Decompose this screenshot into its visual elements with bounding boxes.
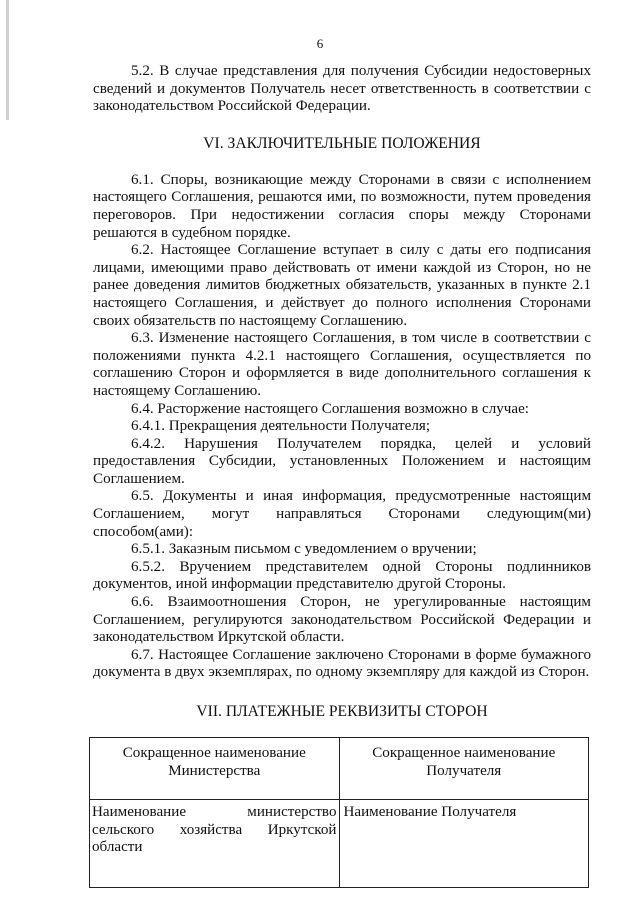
paragraph-5-2: 5.2. В случае представления для получения Субсидии недостоверных сведений и документов Получатель несет ответственность в соответствии с законодательством Российской Федерации.	[93, 63, 591, 115]
header-recipient-cell: Сокращенное наименование Получателя	[339, 738, 589, 800]
page-number: 6	[316, 36, 324, 51]
table-row	[90, 800, 589, 888]
payment-details-table	[89, 737, 589, 888]
paragraph-6-2: 6.2. Настоящее Соглашение вступает в силу с даты его подписания лицами, имеющими право действовать от имени каждой из Сторон, но не ранее доведения лимитов бюджетных обязательств, указанных в пункте 2.1 настоящего Соглашения, и действует до полного исполнения Сторонами своих обязательств по настоящему Соглашению.	[93, 242, 591, 329]
header-ministry-cell: Сокращенное наименование Министерства	[90, 738, 340, 800]
paragraph-6-5-1: 6.5.1. Заказным письмом с уведомлением о вручении;	[131, 541, 477, 558]
scan-edge-mark	[6, 0, 9, 120]
paragraph-6-3: 6.3. Изменение настоящего Соглашения, в том числе в соответствии с положениями пункта 4.2.1 настоящего Соглашения, осуществляется по соглашению Сторон и оформляется в виде дополнительного соглашения к настоящему Соглашению.	[93, 330, 591, 399]
paragraph-6-6: 6.6. Взаимоотношения Сторон, не урегулированные настоящим Соглашением, регулируются законодательством Российской Федерации и законодательством Иркутской области.	[93, 594, 591, 646]
paragraph-6-5: 6.5. Документы и иная информация, предусмотренные настоящим Соглашением, могут направляться Сторонами следующим(ми) способом(ами):	[93, 488, 591, 540]
paragraph-6-1: 6.1. Споры, возникающие между Сторонами в связи с исполнением настоящего Соглашения, решаются ими, по возможности, путем проведения переговоров. При недостижении согласия споры между Сторонами решаются в судебном порядке.	[93, 171, 591, 241]
paragraph-6-4-2: 6.4.2. Нарушения Получателем порядка, целей и условий предоставления Субсидии, установленных Положением и настоящим Соглашением.	[93, 435, 591, 487]
document-body	[93, 63, 591, 888]
ministry-name-cell: Наименование министерство сельского хозяйства Иркутской области	[90, 800, 340, 888]
paragraph-6-5-2: 6.5.2. Вручением представителем одной Стороны подлинников документов, иной информации представителю другой Стороны.	[93, 558, 591, 593]
recipient-name-cell: Наименование Получателя	[339, 800, 589, 888]
paragraph-6-4-1: 6.4.1. Прекращения деятельности Получателя;	[131, 418, 431, 435]
paragraph-6-4: 6.4. Расторжение настоящего Соглашения возможно в случае:	[131, 400, 529, 417]
paragraph-6-7: 6.7. Настоящее Соглашение заключено Сторонами в форме бумажного документа в двух экземплярах, по одному экземпляру для каждой из Сторон.	[93, 646, 591, 681]
table-header-row	[90, 738, 589, 800]
section-6-title: VI. ЗАКЛЮЧИТЕЛЬНЫЕ ПОЛОЖЕНИЯ	[203, 134, 481, 152]
section-7-title: VII. ПЛАТЕЖНЫЕ РЕКВИЗИТЫ СТОРОН	[196, 703, 488, 720]
